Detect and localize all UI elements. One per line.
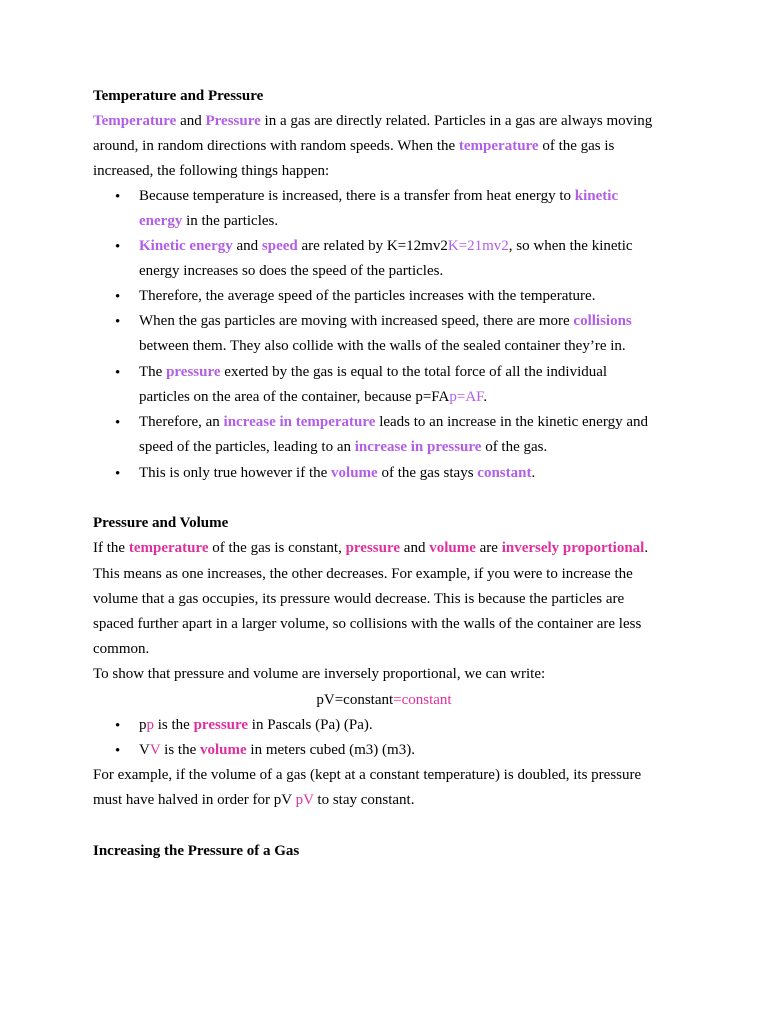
bullet-icon: • bbox=[115, 743, 121, 759]
paragraph-line: around, in random directions with random speeds. When the temperature of the gas is bbox=[93, 138, 615, 154]
bullet-icon: • bbox=[115, 466, 121, 482]
paragraph-line: For example, if the volume of a gas (kept at a constant temperature) is doubled, its pressure bbox=[93, 767, 642, 783]
list-item: This is only true however if the volume of the gas stays constant. bbox=[139, 465, 536, 481]
list-item: Kinetic energy and speed are related by K=12mv2K=21mv2, so when the kinetic bbox=[139, 238, 633, 254]
bullet-icon: • bbox=[115, 289, 121, 305]
bullet-icon: • bbox=[115, 415, 121, 431]
paragraph-line: volume that a gas occupies, its pressure would decrease. This is because the particles are bbox=[93, 591, 625, 607]
paragraph-line: increased, the following things happen: bbox=[93, 163, 330, 179]
list-item: The pressure exerted by the gas is equal to the total force of all the individual bbox=[139, 364, 608, 380]
list-item: VV is the volume in meters cubed (m3) (m3). bbox=[139, 742, 415, 758]
paragraph-line: Temperature and Pressure in a gas are directly related. Particles in a gas are always moving bbox=[93, 113, 653, 129]
paragraph-line: To show that pressure and volume are inversely proportional, we can write: bbox=[93, 666, 546, 682]
list-item: pp is the pressure in Pascals (Pa) (Pa). bbox=[139, 717, 373, 733]
heading-temperature-and-pressure: Temperature and Pressure bbox=[93, 88, 264, 104]
list-item: Therefore, an increase in temperature leads to an increase in the kinetic energy and bbox=[139, 414, 648, 430]
bullet-icon: • bbox=[115, 365, 121, 381]
list-item-continuation: particles on the area of the container, because p=FAp=AF. bbox=[139, 389, 488, 405]
bullet-icon: • bbox=[115, 239, 121, 255]
paragraph-line: This means as one increases, the other decreases. For example, if you were to increase the bbox=[93, 566, 633, 582]
bullet-icon: • bbox=[115, 189, 121, 205]
list-item: When the gas particles are moving with increased speed, there are more collisions bbox=[139, 313, 632, 329]
bullet-icon: • bbox=[115, 314, 121, 330]
bullet-icon: • bbox=[115, 718, 121, 734]
list-item-continuation: energy in the particles. bbox=[139, 213, 279, 229]
heading-increasing-the-pressure-of-a-gas: Increasing the Pressure of a Gas bbox=[93, 843, 300, 859]
heading-pressure-and-volume: Pressure and Volume bbox=[93, 515, 229, 531]
paragraph-line: must have halved in order for pV pV to stay constant. bbox=[93, 792, 415, 808]
list-item: Therefore, the average speed of the particles increases with the temperature. bbox=[139, 288, 596, 304]
list-item-continuation: energy increases so does the speed of the particles. bbox=[139, 263, 444, 279]
equation: pV=constant=constant bbox=[316, 692, 452, 708]
list-item-continuation: between them. They also collide with the walls of the sealed container they’re in. bbox=[139, 338, 626, 354]
paragraph-line: If the temperature of the gas is constant, pressure and volume are inversely proportional. bbox=[93, 540, 649, 556]
list-item: Because temperature is increased, there is a transfer from heat energy to kinetic bbox=[139, 188, 619, 204]
list-item-continuation: speed of the particles, leading to an increase in pressure of the gas. bbox=[139, 439, 548, 455]
paragraph-line: spaced further apart in a larger volume, so collisions with the walls of the container are less bbox=[93, 616, 642, 632]
paragraph-line: common. bbox=[93, 641, 150, 657]
